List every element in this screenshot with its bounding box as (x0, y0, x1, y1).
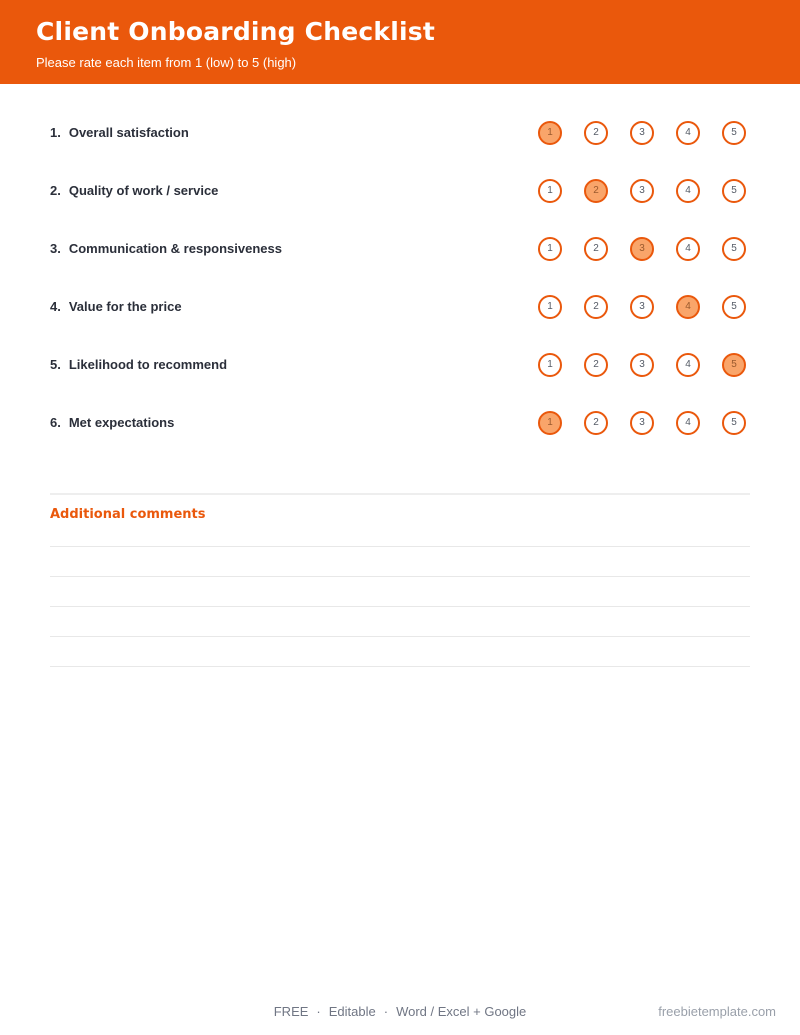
rating-option-5[interactable]: 5 (722, 295, 746, 319)
rating-option-4[interactable]: 4 (676, 121, 700, 145)
rating-option-2[interactable]: 2 (584, 295, 608, 319)
rating-option-2[interactable]: 2 (584, 411, 608, 435)
section-divider (50, 493, 750, 495)
rating-option-2[interactable]: 2 (584, 353, 608, 377)
rating-option-4[interactable]: 4 (676, 179, 700, 203)
rating-item (0, 394, 800, 452)
rating-option-5[interactable]: 5 (722, 179, 746, 203)
footer-site-link[interactable]: freebietemplate.com (658, 1004, 776, 1019)
item-label (50, 414, 174, 432)
rating-list (0, 104, 800, 452)
item-number: 2. (50, 183, 61, 198)
rating-option-5[interactable]: 5 (722, 411, 746, 435)
item-label (50, 298, 182, 316)
item-text: Likelihood to recommend (68, 357, 228, 372)
item-text: Quality of work / service (68, 183, 219, 198)
item-text: Communication & responsiveness (68, 241, 282, 256)
item-text: Value for the price (68, 299, 182, 314)
rating-option-1[interactable]: 1 (538, 353, 562, 377)
rating-option-3[interactable]: 3 (630, 179, 654, 203)
footer-separator: · (316, 1004, 321, 1019)
item-number: 4. (50, 299, 61, 314)
item-label (50, 240, 282, 258)
rating-option-4[interactable]: 4 (676, 295, 700, 319)
rating-option-1[interactable]: 1 (538, 237, 562, 261)
rating-option-2[interactable]: 2 (584, 179, 608, 203)
rating-item (0, 278, 800, 336)
rating-option-3[interactable]: 3 (630, 411, 654, 435)
footer-separator: · (383, 1004, 389, 1019)
footer-tag-editable: Editable (328, 1004, 376, 1019)
rating-item (0, 220, 800, 278)
header-banner (0, 0, 800, 84)
item-number: 3. (50, 241, 61, 256)
rating-scale (538, 353, 746, 377)
comment-line[interactable] (50, 546, 750, 547)
comment-line[interactable] (50, 666, 750, 667)
rating-option-3[interactable]: 3 (630, 353, 654, 377)
footer-tag-formats: Word / Excel + Google (396, 1004, 527, 1019)
item-number: 1. (50, 125, 61, 140)
rating-item (0, 336, 800, 394)
rating-option-2[interactable]: 2 (584, 237, 608, 261)
item-text: Overall satisfaction (68, 125, 189, 140)
rating-option-1[interactable]: 1 (538, 411, 562, 435)
rating-option-1[interactable]: 1 (538, 179, 562, 203)
item-number: 5. (50, 357, 61, 372)
item-number: 6. (50, 415, 61, 430)
rating-option-5[interactable]: 5 (722, 353, 746, 377)
rating-option-3[interactable]: 3 (630, 237, 654, 261)
rating-scale (538, 237, 746, 261)
comments-heading: Additional comments (50, 507, 206, 522)
comment-line[interactable] (50, 636, 750, 637)
rating-item (0, 104, 800, 162)
rating-scale (538, 121, 746, 145)
rating-option-4[interactable]: 4 (676, 353, 700, 377)
rating-scale (538, 295, 746, 319)
rating-option-5[interactable]: 5 (722, 237, 746, 261)
rating-item (0, 162, 800, 220)
item-text: Met expectations (68, 415, 175, 430)
footer-tag-free: FREE (273, 1004, 309, 1019)
item-label (50, 124, 189, 142)
rating-option-4[interactable]: 4 (676, 411, 700, 435)
rating-scale (538, 411, 746, 435)
comment-line[interactable] (50, 606, 750, 607)
item-label (50, 356, 227, 374)
rating-option-3[interactable]: 3 (630, 121, 654, 145)
rating-option-1[interactable]: 1 (538, 295, 562, 319)
rating-option-5[interactable]: 5 (722, 121, 746, 145)
rating-option-2[interactable]: 2 (584, 121, 608, 145)
rating-option-4[interactable]: 4 (676, 237, 700, 261)
item-label (50, 182, 218, 200)
comment-line[interactable] (50, 576, 750, 577)
page-subtitle: Please rate each item from 1 (low) to 5 (high) (36, 55, 297, 70)
page-title: Client Onboarding Checklist (36, 17, 435, 46)
rating-scale (538, 179, 746, 203)
rating-option-1[interactable]: 1 (538, 121, 562, 145)
rating-option-3[interactable]: 3 (630, 295, 654, 319)
